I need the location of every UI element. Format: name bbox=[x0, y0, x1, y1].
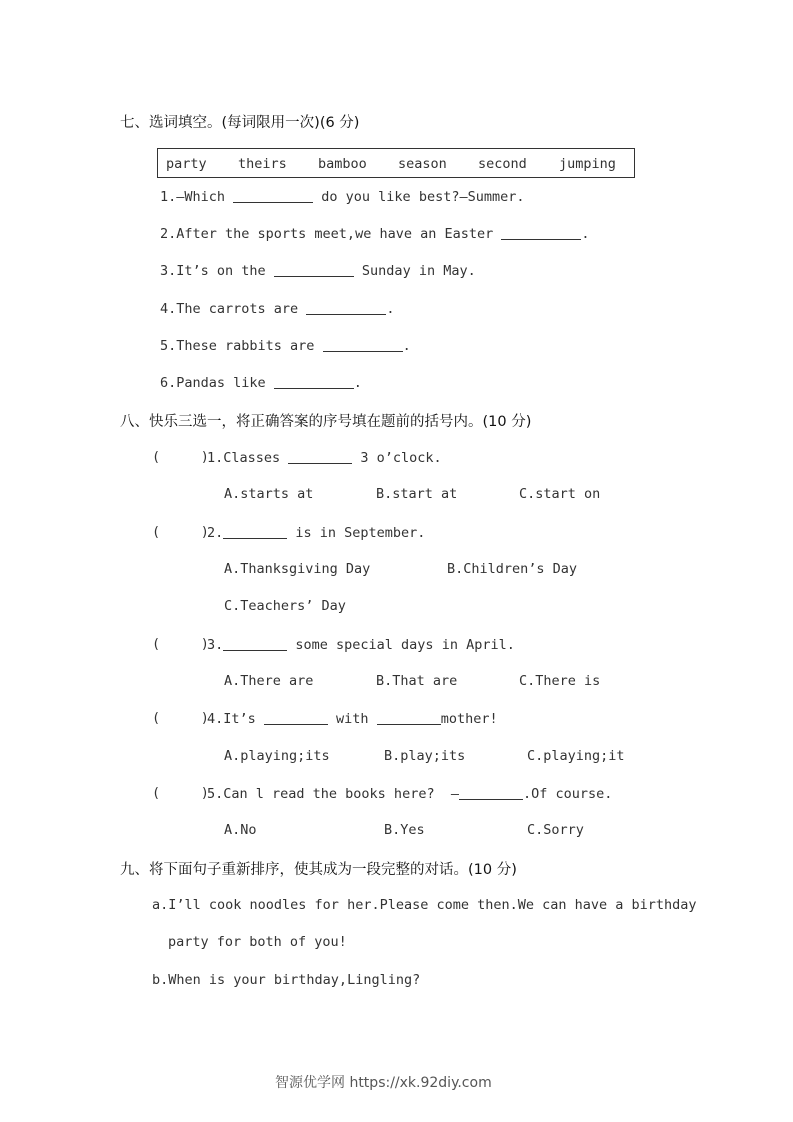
option-b[interactable]: B.start at bbox=[376, 486, 458, 502]
section-9-title: 九、将下面句子重新排序，使其成为一段完整的对话。(10 分) bbox=[120, 862, 517, 878]
question-7-1: 1.—Which do you like best?—Summer. bbox=[160, 189, 525, 205]
answer-blank[interactable] bbox=[223, 524, 287, 539]
dialogue-line-a-continued: party for both of you! bbox=[168, 934, 347, 950]
option-c[interactable]: C.There is bbox=[519, 673, 601, 689]
answer-blank[interactable] bbox=[306, 300, 386, 315]
answer-blank[interactable] bbox=[274, 374, 354, 389]
word-bank-item: bamboo bbox=[318, 156, 367, 172]
option-c[interactable]: C.Teachers’ Day bbox=[224, 598, 346, 614]
answer-blank[interactable] bbox=[288, 449, 352, 464]
question-7-4: 4.The carrots are . bbox=[160, 301, 395, 317]
question-8-4: 4.It’s with mother! bbox=[207, 711, 498, 727]
option-c[interactable]: C.playing;it bbox=[527, 748, 625, 764]
option-a[interactable]: A.There are bbox=[224, 673, 314, 689]
question-8-5: 5.Can l read the books here? — .Of course. bbox=[207, 786, 613, 802]
option-a[interactable]: A.Thanksgiving Day bbox=[224, 561, 371, 577]
option-b[interactable]: B.Children’s Day bbox=[447, 561, 578, 577]
answer-blank[interactable] bbox=[501, 225, 581, 240]
word-bank-item: theirs bbox=[238, 156, 287, 172]
option-b[interactable]: B.Yes bbox=[384, 822, 425, 838]
question-8-1: 1.Classes 3 o’clock. bbox=[207, 450, 442, 466]
dialogue-line-b: b.When is your birthday,Lingling? bbox=[152, 972, 421, 988]
question-7-6: 6.Pandas like . bbox=[160, 375, 362, 391]
question-7-5: 5.These rabbits are . bbox=[160, 338, 411, 354]
answer-blank[interactable] bbox=[233, 188, 313, 203]
word-bank-box bbox=[157, 148, 635, 178]
answer-paren[interactable]: ( ) bbox=[152, 785, 209, 801]
answer-paren[interactable]: ( ) bbox=[152, 710, 209, 726]
answer-blank[interactable] bbox=[323, 337, 403, 352]
word-bank-item: jumping bbox=[559, 156, 616, 172]
answer-blank[interactable] bbox=[264, 710, 328, 725]
word-bank-item: season bbox=[398, 156, 447, 172]
footer-watermark: 智源优学网 https://xk.92diy.com bbox=[275, 1075, 492, 1091]
answer-blank[interactable] bbox=[377, 710, 441, 725]
word-bank-item: second bbox=[478, 156, 527, 172]
option-b[interactable]: B.play;its bbox=[384, 748, 466, 764]
question-7-3: 3.It’s on the Sunday in May. bbox=[160, 263, 476, 279]
question-8-2: 2. is in September. bbox=[207, 525, 426, 541]
question-8-3: 3. some special days in April. bbox=[207, 637, 515, 653]
section-8-title: 八、快乐三选一，将正确答案的序号填在题前的括号内。(10 分) bbox=[120, 414, 532, 430]
option-a[interactable]: A.playing;its bbox=[224, 748, 330, 764]
answer-blank[interactable] bbox=[223, 636, 287, 651]
answer-paren[interactable]: ( ) bbox=[152, 449, 209, 465]
question-7-2: 2.After the sports meet,we have an Easter . bbox=[160, 226, 590, 242]
answer-blank[interactable] bbox=[459, 785, 523, 800]
option-c[interactable]: C.Sorry bbox=[527, 822, 584, 838]
section-7-title: 七、选词填空。(每词限用一次)(6 分) bbox=[120, 115, 360, 131]
answer-paren[interactable]: ( ) bbox=[152, 636, 209, 652]
option-a[interactable]: A.No bbox=[224, 822, 257, 838]
answer-blank[interactable] bbox=[274, 262, 354, 277]
word-bank-item: party bbox=[166, 156, 207, 172]
dialogue-line-a: a.I’ll cook noodles for her.Please come then.We can have a birthday bbox=[152, 897, 697, 913]
option-b[interactable]: B.That are bbox=[376, 673, 458, 689]
option-a[interactable]: A.starts at bbox=[224, 486, 314, 502]
answer-paren[interactable]: ( ) bbox=[152, 524, 209, 540]
option-c[interactable]: C.start on bbox=[519, 486, 601, 502]
